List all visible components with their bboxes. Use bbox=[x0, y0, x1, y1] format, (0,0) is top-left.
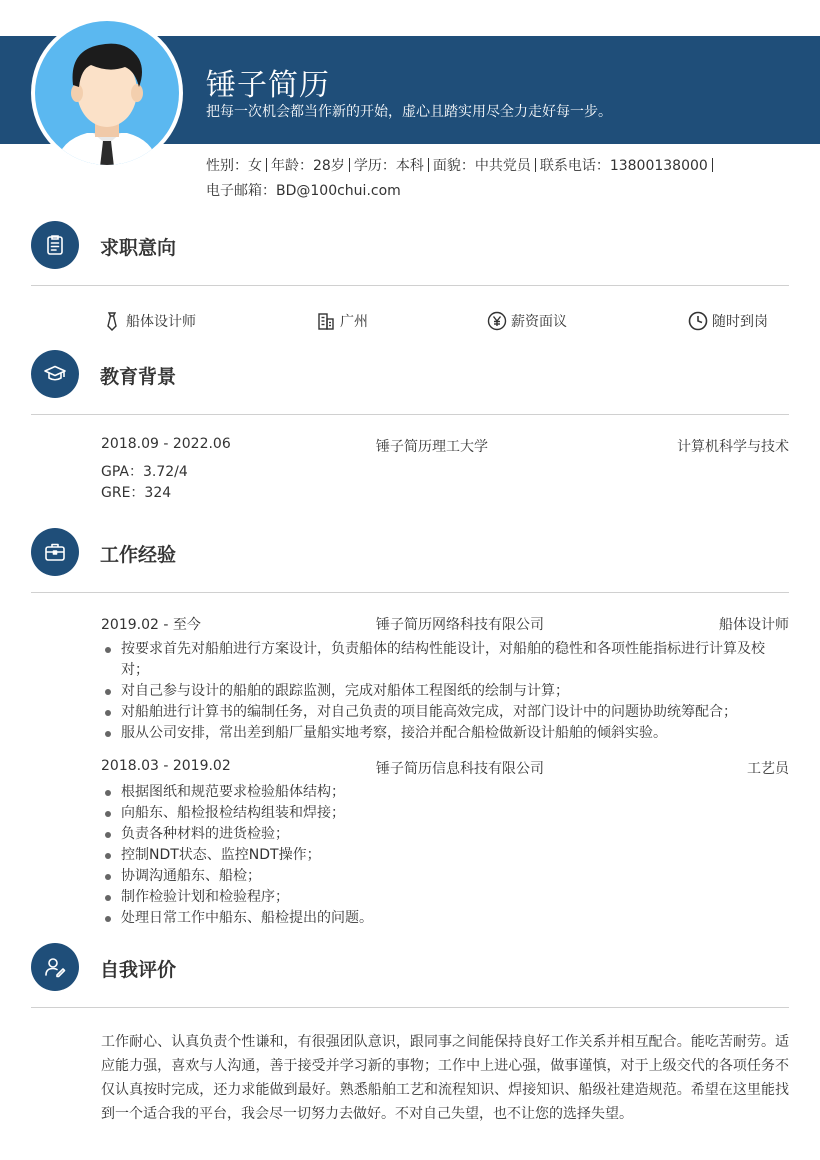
intent-availability-text: 随时到岗 bbox=[712, 314, 768, 330]
list-item: 服从公司安排，常出差到船厂量船实地考察，接洽并配合船检做新设计船舶的倾斜实验。 bbox=[101, 723, 789, 744]
section-title-education: 教育背景 bbox=[100, 366, 177, 388]
self-evaluation-text: 工作耐心、认真负责个性谦和，有很强团队意识，跟同事之间能保持良好工作关系并相互配合。能吃苦耐劳。适应能力强，喜欢与人沟通，善于接受并学习新的事物；工作中上进心强，做事谨慎，对于上级交代的各项任务不仅认真按时完成，还力求能做到最好。熟悉船舶工艺和流程知识、焊接知识、船级社建造规范。希望在这里能找到一个适合我的平台，我会尽一切努力去做好。不对自己失望，也不让您的选择失望。 bbox=[101, 1034, 789, 1122]
work-role: 工艺员 bbox=[747, 761, 789, 777]
resume-name: 锤子简历 bbox=[206, 68, 330, 103]
list-item: 制作检验计划和检验程序； bbox=[101, 887, 789, 908]
building-icon bbox=[316, 311, 336, 331]
info-age: 年龄：28岁 bbox=[271, 158, 345, 174]
list-item: 对自己参与设计的船舶的跟踪监测，完成对船体工程图纸的绘制与计算； bbox=[101, 681, 789, 702]
work-duties bbox=[101, 639, 789, 744]
intent-city-text: 广州 bbox=[340, 314, 368, 330]
intent-availability bbox=[688, 310, 768, 332]
section-divider bbox=[31, 1007, 789, 1008]
list-item: 控制NDT状态、监控NDT操作； bbox=[101, 845, 789, 866]
work-period: 2019.02 - 至今 bbox=[101, 617, 201, 633]
education-period: 2018.09 - 2022.06 bbox=[101, 436, 231, 452]
info-separator bbox=[266, 158, 267, 172]
document-list-icon bbox=[31, 221, 79, 269]
education-row bbox=[101, 436, 789, 456]
work-company: 锤子简历信息科技有限公司 bbox=[376, 761, 544, 777]
list-item: 协调沟通船东、船检； bbox=[101, 866, 789, 887]
work-duties bbox=[101, 782, 789, 929]
intent-salary bbox=[487, 310, 567, 332]
section-title-self: 自我评价 bbox=[100, 959, 177, 981]
education-gpa: GPA：3.72/4 bbox=[101, 464, 188, 480]
resume-motto: 把每一次机会都当作新的开始，虚心且踏实用尽全力走好每一步。 bbox=[206, 104, 612, 120]
avatar bbox=[31, 17, 183, 169]
clock-icon bbox=[688, 311, 708, 331]
info-gender: 性别：女 bbox=[206, 158, 262, 174]
tie-icon bbox=[102, 311, 122, 331]
education-school: 锤子简历理工大学 bbox=[376, 439, 488, 455]
info-separator bbox=[535, 158, 536, 172]
list-item: 对船舶进行计算书的编制任务，对自己负责的项目能高效完成，对部门设计中的问题协助统筹配合； bbox=[101, 702, 789, 723]
personal-info bbox=[206, 154, 766, 204]
list-item: 负责各种材料的进货检验； bbox=[101, 824, 789, 845]
section-divider bbox=[31, 285, 789, 286]
intent-position bbox=[102, 310, 196, 332]
info-separator bbox=[712, 158, 713, 172]
info-phone: 联系电话：13800138000 bbox=[539, 158, 708, 174]
list-item: 处理日常工作中船东、船检提出的问题。 bbox=[101, 908, 789, 929]
section-divider bbox=[31, 592, 789, 593]
education-major: 计算机科学与技术 bbox=[677, 439, 789, 455]
briefcase-icon bbox=[31, 528, 79, 576]
info-education: 学历：本科 bbox=[353, 158, 424, 174]
work-row bbox=[101, 758, 789, 778]
yen-coin-icon bbox=[487, 311, 507, 331]
user-edit-icon bbox=[31, 943, 79, 991]
section-title-work: 工作经验 bbox=[100, 544, 177, 566]
list-item: 向船东、船检报检结构组装和焊接； bbox=[101, 803, 789, 824]
info-separator bbox=[349, 158, 350, 172]
work-period: 2018.03 - 2019.02 bbox=[101, 758, 231, 774]
work-company: 锤子简历网络科技有限公司 bbox=[376, 617, 544, 633]
list-item: 按要求首先对船舶进行方案设计，负责船体的结构性能设计，对船舶的稳性和各项性能指标进行计算及校对； bbox=[101, 639, 789, 681]
work-role: 船体设计师 bbox=[719, 617, 789, 633]
section-title-intent: 求职意向 bbox=[100, 237, 177, 259]
avatar-portrait-icon bbox=[35, 21, 179, 165]
info-separator bbox=[428, 158, 429, 172]
work-row bbox=[101, 614, 789, 634]
info-political: 面貌：中共党员 bbox=[432, 158, 531, 174]
section-divider bbox=[31, 414, 789, 415]
intent-salary-text: 薪资面议 bbox=[511, 314, 567, 330]
intent-position-text: 船体设计师 bbox=[126, 314, 196, 330]
intent-city bbox=[316, 310, 368, 332]
graduation-cap-icon bbox=[31, 350, 79, 398]
info-email: 电子邮箱：BD@100chui.com bbox=[206, 183, 401, 199]
education-gre: GRE：324 bbox=[101, 485, 172, 501]
list-item: 根据图纸和规范要求检验船体结构； bbox=[101, 782, 789, 803]
